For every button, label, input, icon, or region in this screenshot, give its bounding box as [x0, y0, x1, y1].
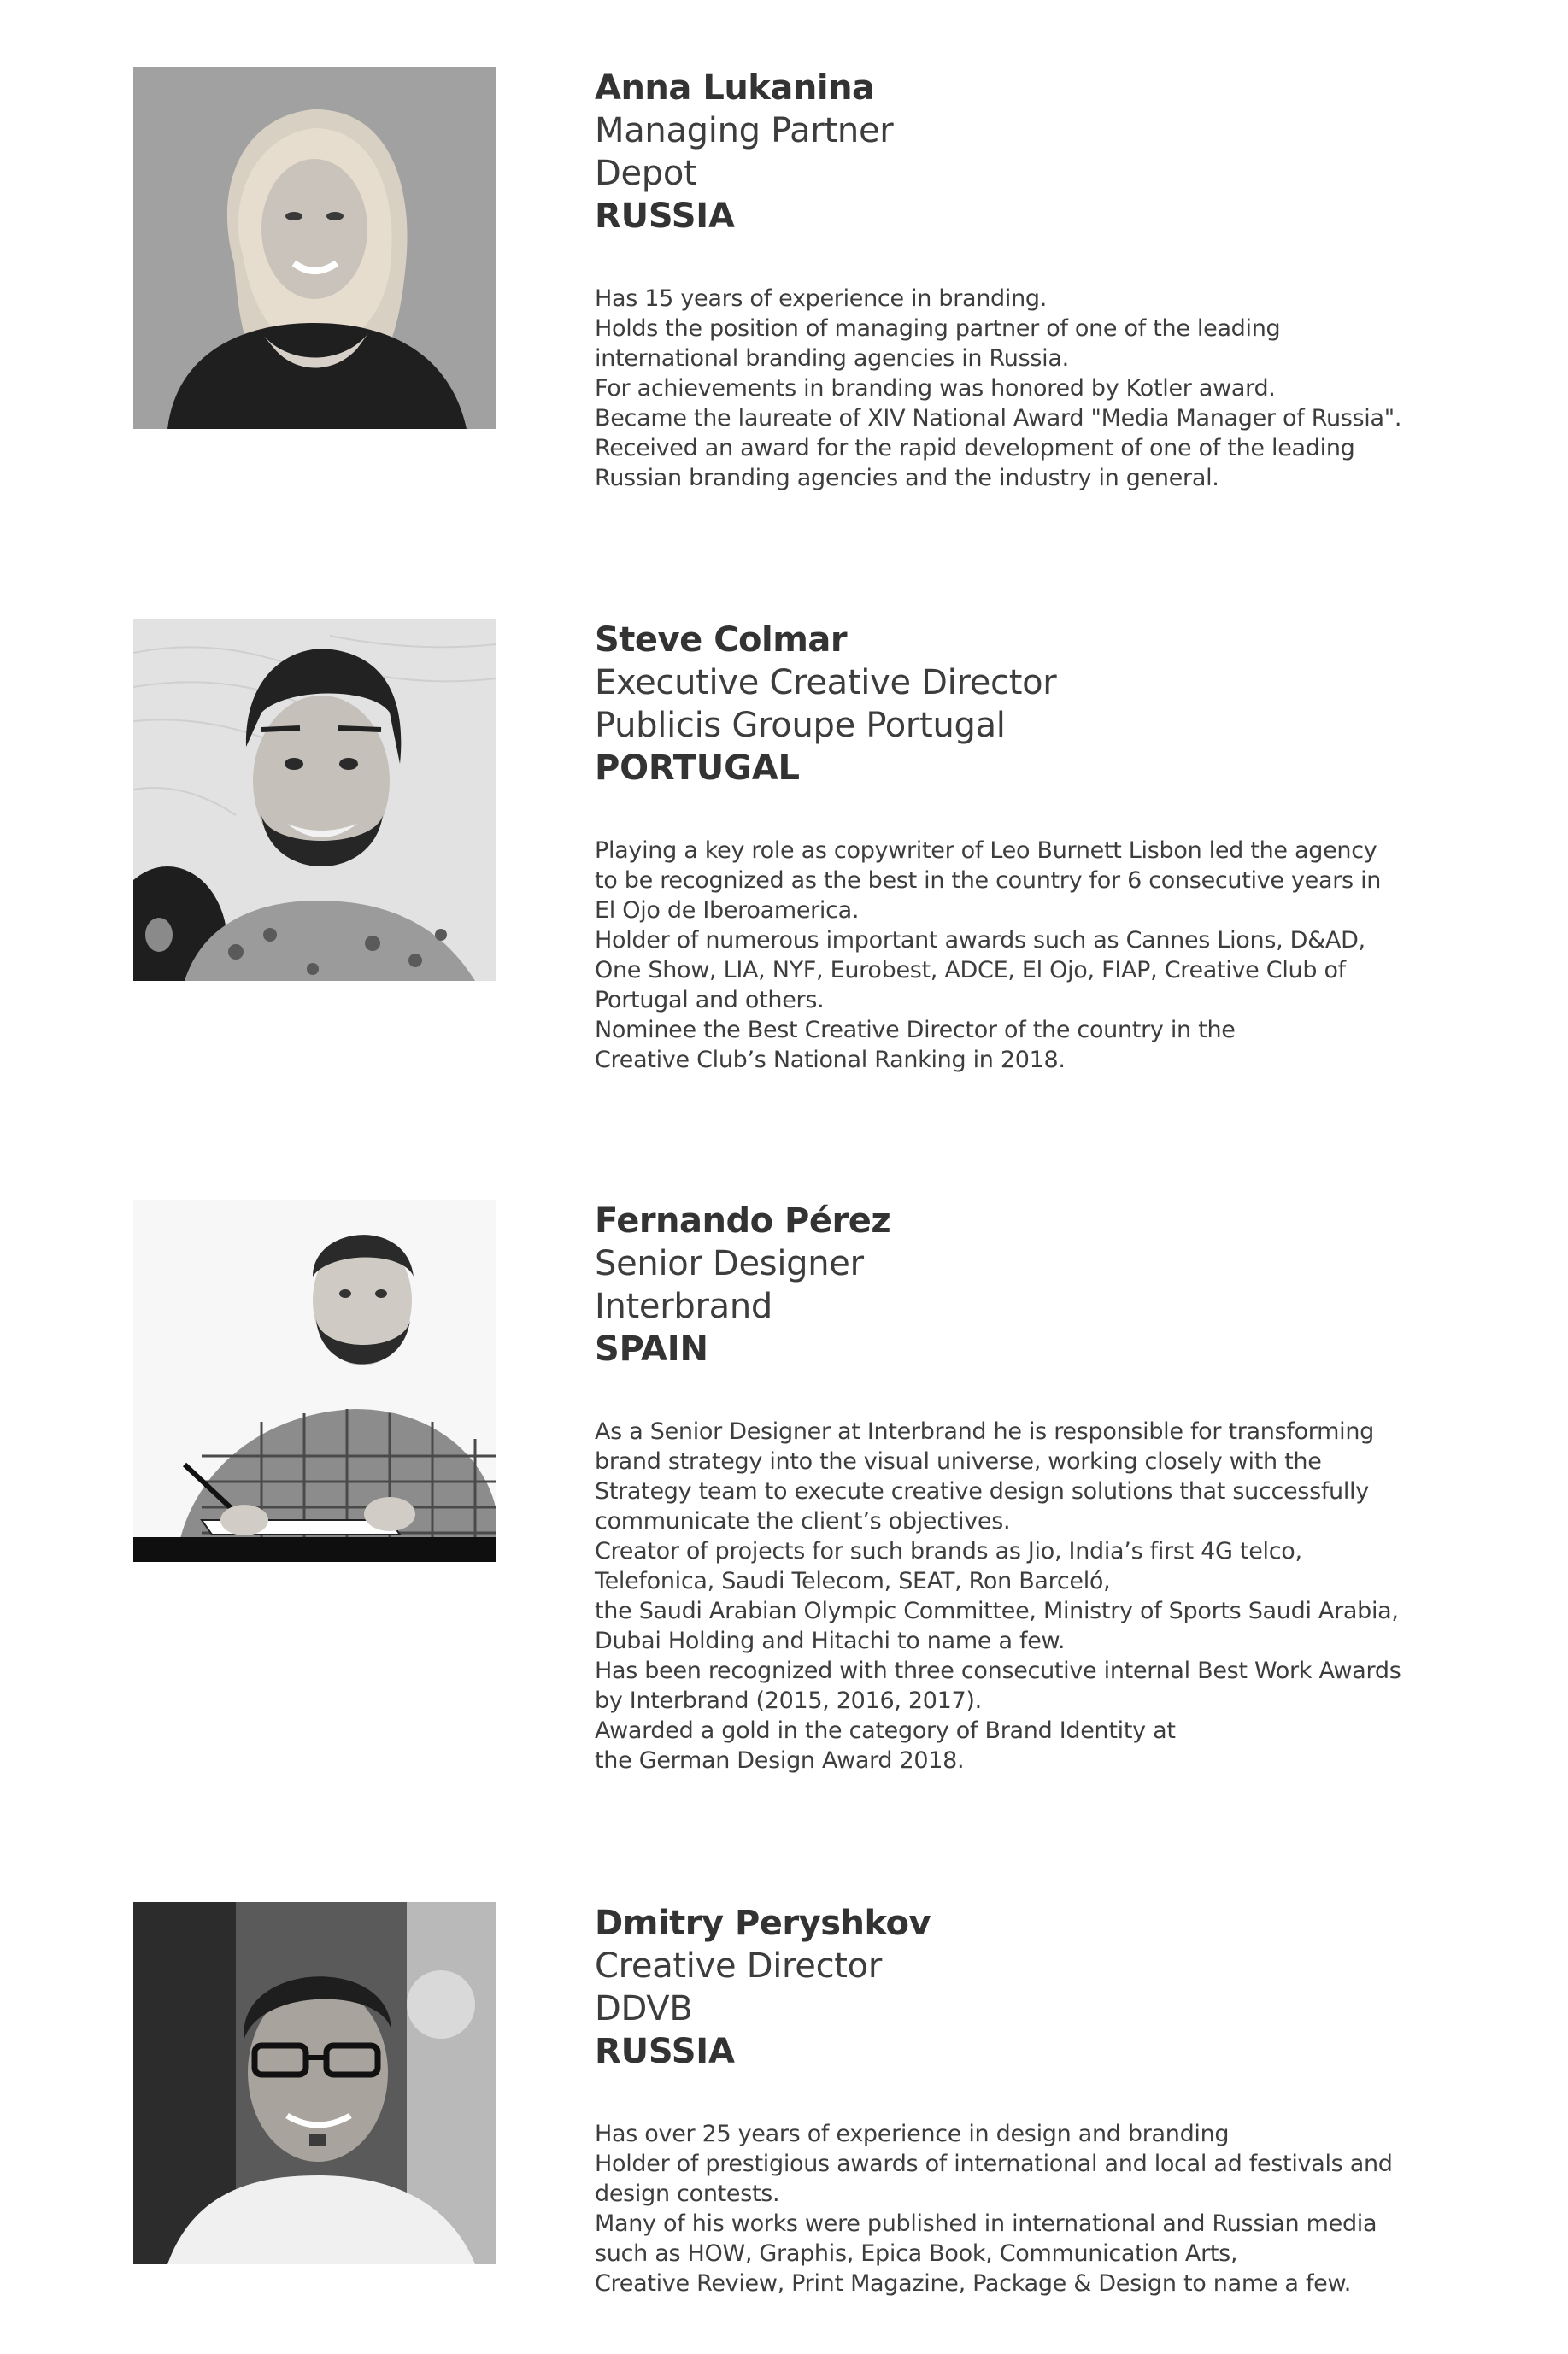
person-bio [595, 284, 1466, 493]
bio-line: Many of his works were published in international and Russian media [595, 2210, 1377, 2237]
person-country: RUSSIA [595, 2032, 735, 2071]
portrait-photo [133, 1200, 496, 1562]
bio-line: Creative Review, Print Magazine, Package & Design to name a few. [595, 2270, 1352, 2297]
bio-line: Strategy team to execute creative design solutions that successfully [595, 1478, 1369, 1505]
bio-line: Became the laureate of XIV National Award "Media Manager of Russia". [595, 405, 1402, 431]
person-role: Senior Designer [595, 1244, 864, 1283]
bio-line: such as HOW, Graphis, Epica Book, Communication Arts, [595, 2240, 1238, 2267]
person-company: Publicis Groupe Portugal [595, 706, 1006, 745]
bio-line: the Saudi Arabian Olympic Committee, Ministry of Sports Saudi Arabia, [595, 1598, 1399, 1624]
portrait-woman-blonde-image [133, 67, 496, 429]
portrait-photo [133, 619, 496, 981]
bio-line: Russian branding agencies and the industry in general. [595, 465, 1219, 491]
bio-line: Has 15 years of experience in branding. [595, 285, 1048, 312]
person-name: Anna Lukanina [595, 68, 875, 108]
portrait-photo [133, 67, 496, 429]
bio-line: For achievements in branding was honored by Kotler award. [595, 375, 1276, 402]
portrait-man-glasses-image [133, 1902, 496, 2264]
person-role: Creative Director [595, 1946, 882, 1986]
bio-line: As a Senior Designer at Interbrand he is responsible for transforming [595, 1418, 1374, 1445]
bio-line: Telefonica, Saudi Telecom, SEAT, Ron Barceló, [595, 1568, 1111, 1594]
bio-line: Holder of numerous important awards such as Cannes Lions, D&AD, [595, 927, 1365, 954]
person-bio [595, 836, 1466, 1075]
person-company: Interbrand [595, 1287, 772, 1326]
bio-line: by Interbrand (2015, 2016, 2017). [595, 1688, 982, 1714]
person-name: Dmitry Peryshkov [595, 1904, 931, 1943]
bio-line: El Ojo de Iberoamerica. [595, 897, 860, 924]
bio-line: Portugal and others. [595, 987, 825, 1013]
bio-line: Playing a key role as copywriter of Leo Burnett Lisbon led the agency [595, 837, 1377, 864]
profile-info [595, 67, 1466, 493]
portrait-photo [133, 1902, 496, 2264]
person-bio [595, 1417, 1466, 1776]
bio-line: One Show, LIA, NYF, Eurobest, ADCE, El Ojo, FIAP, Creative Club of [595, 957, 1346, 983]
person-country: PORTUGAL [595, 748, 800, 788]
person-name: Fernando Pérez [595, 1201, 891, 1241]
portrait-man-writing-notebook-image [133, 1200, 496, 1562]
bio-line: international branding agencies in Russia. [595, 345, 1069, 372]
bio-line: design contests. [595, 2181, 780, 2207]
person-company: DDVB [595, 1989, 693, 2028]
bio-line: to be recognized as the best in the country for 6 consecutive years in [595, 867, 1382, 894]
bio-line: Holds the position of managing partner of one of the leading [595, 315, 1281, 342]
bio-line: Awarded a gold in the category of Brand Identity at [595, 1717, 1176, 1744]
profile-info [595, 619, 1466, 1075]
bio-line: Dubai Holding and Hitachi to name a few. [595, 1628, 1066, 1654]
person-role: Managing Partner [595, 111, 894, 150]
bio-line: brand strategy into the visual universe, working closely with the [595, 1448, 1322, 1475]
bio-line: Holder of prestigious awards of international and local ad festivals and [595, 2151, 1393, 2177]
profile-info [595, 1902, 1466, 2298]
person-name: Steve Colmar [595, 620, 848, 660]
person-country: SPAIN [595, 1330, 708, 1369]
bio-line: Creative Club’s National Ranking in 2018. [595, 1047, 1066, 1073]
person-country: RUSSIA [595, 197, 735, 236]
bio-line: Creator of projects for such brands as Jio, India’s first 4G telco, [595, 1538, 1302, 1564]
person-role: Executive Creative Director [595, 663, 1057, 702]
portrait-man-bearded-smiling-image [133, 619, 496, 981]
bio-line: Has over 25 years of experience in design and branding [595, 2121, 1230, 2147]
bio-line: communicate the client’s objectives. [595, 1508, 1011, 1535]
profile-info [595, 1200, 1466, 1776]
bio-line: the German Design Award 2018. [595, 1747, 965, 1774]
bio-line: Has been recognized with three consecutive internal Best Work Awards [595, 1658, 1401, 1684]
bio-line: Received an award for the rapid development of one of the leading [595, 435, 1355, 461]
person-company: Depot [595, 154, 697, 193]
person-bio [595, 2119, 1466, 2298]
bio-line: Nominee the Best Creative Director of the country in the [595, 1017, 1236, 1043]
